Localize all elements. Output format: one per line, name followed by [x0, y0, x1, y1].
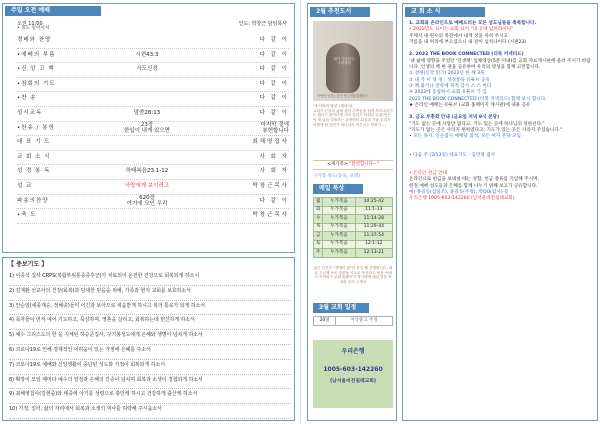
cover-text: 내가 사랑하는 그대에게	[333, 57, 355, 66]
daily-row	[314, 240, 393, 249]
daily-row	[314, 232, 393, 241]
daily-day: 토	[314, 240, 323, 249]
worship-row-person-main: 다 같 이	[259, 109, 289, 116]
worship-row-person-main: 다 같 이	[259, 95, 289, 102]
intercession-list	[9, 271, 291, 419]
bank-account: 1005-603-142260	[323, 365, 383, 373]
news-line: • 2022년도 표어는 교회 표어 "내 곳에 넘쳐라이다"	[409, 27, 514, 33]
news-line: 주께서 내 원수의 목전에서 내게 상을 차려 주시고	[409, 33, 508, 39]
worship-row-detail-main: 23장	[140, 121, 154, 128]
worship-row-detail	[87, 195, 207, 209]
intercession-item: 4) 목자들이 먼저 예어 기도하고, 묵상하며, 영혼을 살리고, 회복하는데 헌신하게 하소서	[9, 315, 291, 330]
worship-row-detail-main: 하태복음23:1-12	[125, 168, 169, 175]
worship-row-detail	[87, 168, 207, 175]
daily-book: 누가복음	[323, 249, 355, 258]
daily-table	[313, 197, 393, 258]
worship-row-detail	[87, 110, 207, 117]
worship-info	[17, 21, 287, 29]
new-family-names: 구기봉 성도(동욱, 보영)	[313, 174, 360, 179]
worship-row-detail-main: 620장	[139, 194, 155, 201]
news-header: 교 회 소 식	[405, 7, 485, 17]
worship-header: 주일 오전 예배	[5, 6, 101, 16]
worship-row	[17, 78, 289, 93]
worship-row-label: 성시교독	[17, 109, 43, 116]
intercession-item: 9) 최해영집사(김현중)와 태중에 아기를 성령으로 충만케 하시고 건강하게 출산케 하소서	[9, 389, 291, 404]
daily-verse: 11:29-44	[355, 223, 392, 232]
worship-row-label: 경배와 찬양	[17, 37, 52, 43]
silent-prayer: • 묵도 일어서서	[17, 26, 50, 31]
worship-row-person	[260, 66, 289, 73]
intercession-item: 10) 가정, 일터, 삶의 자리에서 회복과 소생의 역사를 허락해 주시옵소서	[9, 404, 291, 419]
intercession-item: 7) 코로나19로 예배와 신앙생활이 중단된 성도와 가정이 회복되게 하소서	[9, 360, 291, 375]
worship-row-person-main: 다 같 이	[259, 37, 289, 43]
worship-row	[17, 49, 289, 64]
worship-row-person	[252, 183, 289, 190]
worship-row-person	[260, 52, 289, 59]
schedule-date: 20일	[314, 317, 336, 325]
news-line: • 다음 주 (2/13일) 대표기도 : 김민정 집사	[409, 152, 496, 158]
schedule-event: 이삭중고 주일	[350, 318, 378, 323]
worship-row-detail-sub: 여기에 모인 우리	[126, 201, 168, 208]
worship-row-person	[260, 110, 289, 117]
worship-row-label: •신 앙 고 백	[17, 66, 55, 73]
news-column	[402, 3, 598, 421]
worship-row-person-main: 최해영집사	[252, 139, 289, 146]
worship-row-detail	[87, 66, 207, 73]
daily-row	[314, 215, 393, 224]
worship-row	[17, 165, 289, 180]
worship-row	[17, 34, 289, 49]
news-line: ★ 온라인 예배는 유튜브 (교회 홈페이지 게시판)에 내용 공유	[409, 102, 531, 108]
daily-verse: 11:14-28	[355, 215, 392, 224]
intercession-item: 5) 예수 그리스도의 한 을 지체된 하승준집사, 구기봉성도에게 은혜와 생명이 넘치게 하소서	[9, 330, 291, 345]
worship-row	[17, 122, 289, 137]
intercession-title: 【 중보기도 】	[8, 261, 48, 268]
worship-row	[17, 180, 289, 195]
daily-header: 매일 묵상	[313, 184, 363, 194]
news-line: ③ 책 묶거나 만족에 목적 감사 스 스 마다	[409, 83, 492, 89]
news-list	[409, 21, 595, 203]
news-line: 예) 홍길동(십일조), 홍길동(주정), 박OO(감사) 등	[409, 189, 509, 195]
daily-day: 주	[314, 249, 323, 258]
worship-leader: 인도: 박창근 담임목사	[238, 21, 287, 27]
worship-row-person-main: 마지막 절에	[260, 121, 289, 128]
worship-row-person	[260, 95, 289, 102]
worship-row	[17, 195, 289, 210]
worship-row	[17, 92, 289, 107]
worship-row-label: 교 회 소 식	[17, 153, 51, 160]
worship-row	[17, 107, 289, 122]
news-line: 헌정 예배 성도들과 은혜를 함께 나누기 위해 보고가 공유합니다.	[409, 183, 538, 189]
daily-row	[314, 198, 393, 207]
bank-name: 우리은행	[341, 348, 365, 355]
news-line: 2. 2022 THE BOOK CONNECTED (더북 커넥티드)	[409, 52, 524, 58]
worship-row-label: 설 교	[17, 182, 33, 189]
news-line: 3. 금요 부흥회 안내 (금요일 저녁 9시 본당)	[409, 115, 500, 121]
daily-book: 누가복음	[323, 198, 355, 207]
intercession-item: 1) 이종석 집사 CRPS(복합부위통증증후군)가 치료되어 온전한 건강으로 회복되게 하소서	[9, 271, 291, 286]
worship-row-label: •찬 송	[17, 95, 37, 102]
worship-row-label: •축 도	[17, 212, 37, 219]
worship-row-person	[260, 154, 289, 161]
cover-caption: 사랑의 영성 | 남아 영 | 새물결플러스	[317, 94, 369, 98]
daily-book: 누가복음	[323, 206, 355, 215]
news-line: 온라인으로 헌금을 보내실 때는 성함, 헌금 종류를 기입해 주시며,	[409, 177, 539, 183]
bank-holder: (남서울비전침례교회)	[329, 379, 377, 384]
worship-row-person-main: 다 같 이	[259, 80, 289, 87]
worship-row-detail-main: 사도신경	[136, 66, 158, 73]
news-line: ② 내 가 이 성 경 : 성경통독 유튜브 공유	[409, 77, 490, 83]
worship-row-label: 대 표 기 도	[17, 139, 51, 146]
daily-verse: 12:13-21	[355, 249, 392, 258]
worship-row-detail-main: 사랑에게 보이려고	[124, 182, 170, 189]
news-line: 2022 THE BOOK CONNECTED (더북 커넥티드) 함께 보시 합니다.	[409, 96, 547, 102]
worship-row-person	[260, 168, 289, 175]
new-family-label: <새가족>	[327, 162, 348, 167]
daily-book: 누가복음	[323, 215, 355, 224]
daily-row	[314, 249, 393, 258]
worship-row-person-main: 박창근목사	[252, 212, 289, 219]
daily-row	[314, 206, 393, 215]
worship-row	[17, 63, 289, 78]
worship-row-label: 파송의찬양	[17, 197, 49, 204]
news-line: • 온라인 헌금 안내	[409, 170, 448, 176]
daily-verse: 11:37-54	[355, 232, 392, 241]
news-line: 1. 교회와 온라인으로 예배드리는 모든 성도님들을 축복합니다.	[409, 21, 537, 26]
daily-day: 목	[314, 223, 323, 232]
daily-verse: 10:25-42	[355, 198, 392, 207]
book-desc-text: 교회가 신앙과 삶에 관한 추측들을 쉽게 뿌리내리기도 쉽다는 편이하게 가져 살리기 어렵다 수정(당신이 새 삶을 결정하는 과정에서 회심과 거듭 우리가 어떻게 할 것인가 하나님이 이루시는 변화가 ...	[313, 108, 393, 127]
worship-row-person	[260, 37, 289, 44]
worship-row-detail	[87, 183, 207, 190]
news-line: • 모든 목자, 인슨집사 예배당 참석, 모든 여자 본당 모임	[409, 134, 521, 140]
intercession-box	[2, 257, 295, 421]
worship-row-detail	[87, 52, 207, 59]
schedule-row	[313, 316, 393, 326]
page-divider	[300, 0, 301, 424]
intercession-item: 6) 코로나19로 인해 경제적인 어려움이 있는 가정에 은혜를 주소서	[9, 345, 291, 360]
book-cover-image	[313, 21, 393, 101]
worship-row-label: 성 경 봉 독	[17, 168, 51, 175]
worship-row-person-main: 사 회 자	[259, 168, 289, 175]
intercession-item: 8) 확장이 모일 때마다 예수의 열정과 은혜의 간증이 넘치며 회복과 소생이 경험되게 하소서	[9, 375, 291, 390]
news-line: "기도 없는 곳에 사랑만 없다고, 기도 있는 곳에 하나님의 일하신다."	[409, 121, 545, 127]
worship-row-detail	[87, 122, 207, 136]
book-description	[313, 104, 393, 127]
daily-day: 월	[314, 198, 323, 207]
welcome-text: "환영합니다~"	[349, 162, 379, 167]
new-family-banner	[313, 160, 393, 170]
worship-row-detail-sub: 한입이 내게 있으면	[123, 128, 170, 135]
daily-verse: 11:1-13	[355, 206, 392, 215]
worship-row-person	[260, 198, 289, 205]
worship-row-person-main: 다 같 이	[259, 66, 289, 73]
worship-order-box	[2, 3, 295, 253]
vase-illustration	[326, 43, 360, 93]
news-line: 우리은행 1005-603-142260 (남서울비전침례교회)	[409, 196, 515, 202]
intercession-item: 3) 안순임(세종재승, 정해종)들이 이긴과 보아으로 세움받게 하시고 복의 통로가 되게 하소서	[9, 301, 291, 316]
daily-day: 수	[314, 215, 323, 224]
worship-row-person	[260, 81, 289, 88]
book-title: '내 사랑의 영성' (정하국)	[313, 104, 353, 108]
worship-row	[17, 136, 289, 151]
worship-row-label: •예배의 부름	[17, 51, 56, 58]
worship-row-person	[252, 212, 289, 219]
recommended-header: 2월 추천도서	[310, 7, 370, 17]
worship-row-detail-main: 시편43:3	[135, 51, 159, 58]
news-line: 기름을 내 머리에 부으셨으니 내 잔이 넘치나이다 (시편23)	[409, 39, 527, 45]
daily-verse: 12:1-12	[355, 240, 392, 249]
worship-row-person-main: 다 같 이	[259, 197, 289, 204]
news-line: ④ 2022에 동참하시 교회 유튜브 가 입	[409, 90, 487, 96]
daily-day: 금	[314, 232, 323, 241]
worship-row-detail-main: 말씀28:13	[133, 109, 161, 116]
worship-row-person-main: 사 회 자	[259, 153, 289, 160]
worship-row	[17, 151, 289, 166]
intercession-item: 2) 김재환 선교사의 건강(회복)과 담대한 믿음을 위해, 가족과 현지 교회를 보호하소서	[9, 286, 291, 301]
middle-column	[307, 3, 397, 421]
worship-row-person-main: 다 같 이	[259, 51, 289, 58]
worship-row-person	[252, 139, 289, 146]
worship-rows	[17, 34, 289, 224]
daily-book: 누가복음	[323, 232, 355, 241]
worship-row-label: •참회의 기도	[17, 80, 56, 87]
worship-row-person-sub: 봉헌합니다	[262, 128, 289, 135]
daily-day: 화	[314, 206, 323, 215]
worship-row-label: •찬송 / 봉헌	[17, 124, 55, 131]
daily-book: 누가복음	[323, 240, 355, 249]
news-line: '내 삶에 영향을 주었던 '인생책' 입체영상(5분 이내)를 교회 자료게시판에 올려 주시기 바랍니다. 인생의 책 한 권을 공유하여 우리의 영성을 함께 고민합니다.	[409, 58, 591, 70]
daily-book: 누가복음	[323, 223, 355, 232]
worship-row-person-main: 박창근목사	[252, 182, 289, 189]
news-line: ① 성경(신약 읽기) 2022년 한 해 3독	[409, 71, 485, 77]
worship-row	[17, 209, 289, 224]
left-panel	[2, 3, 295, 421]
worship-time: 오전 11:00	[17, 21, 43, 27]
worship-row-person	[249, 122, 289, 136]
daily-note: 삶은 본문은 "생명의 삶"과 동일 해 진행합니다. 매일 주님께 쓰신 말씀을 기도로 묵상하고 세상 속에서 목적되이 교회 홈페이지 게시판에 매일 말씀 묵상을 올려 주세요	[313, 266, 393, 285]
schedule-header: 2월 교회 일정	[313, 303, 369, 313]
bank-box	[313, 340, 393, 408]
news-line: "기도가 없는 곳은 사라지 편하였다고, 기도가 있는 곳은 사라지 주셨습니다."	[409, 127, 563, 133]
daily-row	[314, 223, 393, 232]
